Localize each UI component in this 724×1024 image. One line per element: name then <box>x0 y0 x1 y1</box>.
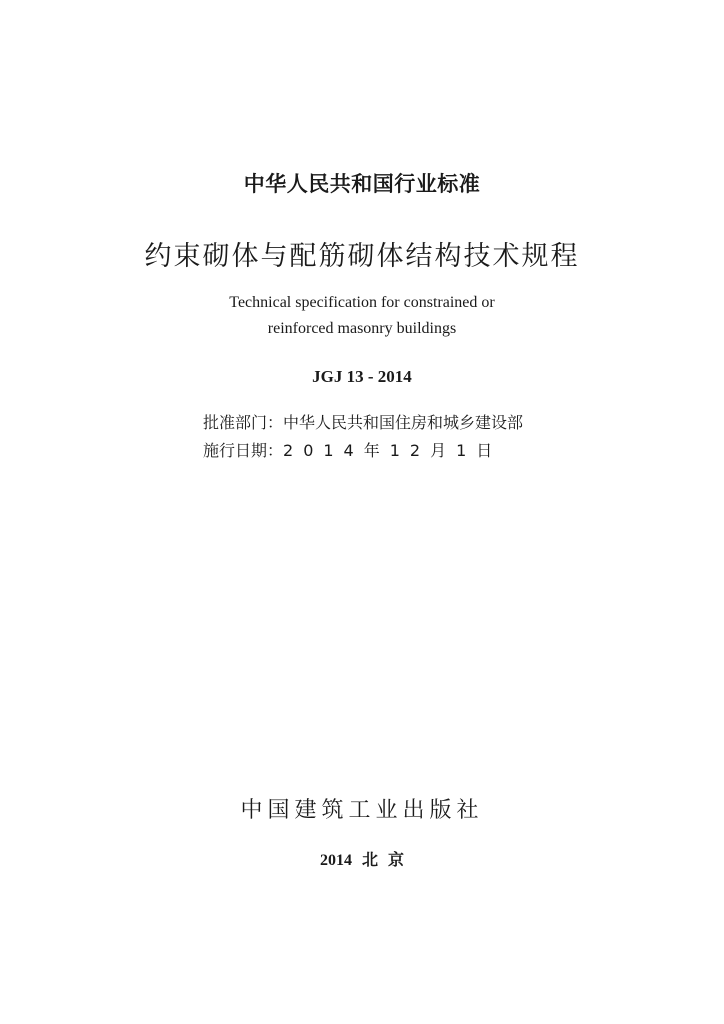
english-title-line-1: Technical specification for constrained or <box>229 294 495 311</box>
publication-year-place: 2014 北 京 <box>319 852 404 869</box>
effective-date-value: 2014年12月1日 <box>283 441 503 460</box>
standard-code: JGJ 13 - 2014 <box>312 367 412 386</box>
effective-date-row <box>203 438 502 461</box>
standard-type-heading: 中华人民共和国行业标准 <box>243 172 481 196</box>
approval-department-row <box>203 410 523 433</box>
chinese-title: 约束砌体与配筋砌体结构技术规程 <box>144 241 580 272</box>
approval-department-label: 批准部门： <box>203 413 284 432</box>
english-title-line-2: reinforced masonry buildings <box>267 320 457 337</box>
approval-department-value: 中华人民共和国住房和城乡建设部 <box>283 413 524 432</box>
effective-date-label: 施行日期： <box>203 441 284 460</box>
publisher-name: 中国建筑工业出版社 <box>240 798 484 823</box>
